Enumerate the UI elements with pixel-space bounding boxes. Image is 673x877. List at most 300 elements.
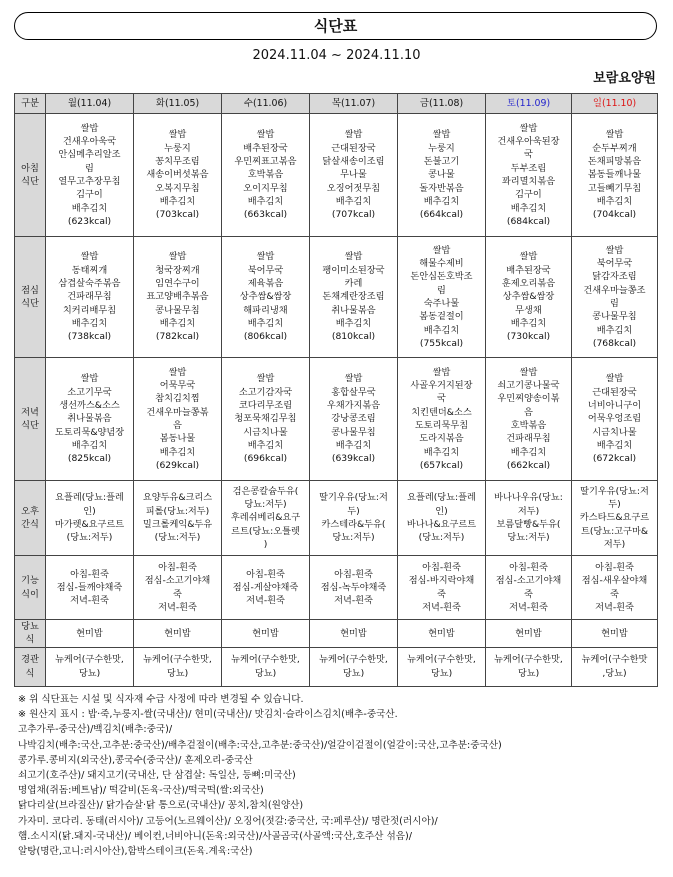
menu-cell — [398, 620, 486, 648]
menu-item: (768kcal) — [592, 337, 637, 349]
menu-item: 쌀밥 — [256, 251, 275, 263]
row-label-tube-feeding — [15, 647, 46, 686]
menu-item: 저녁-흰죽 — [334, 595, 373, 607]
row-label-diabetic-diet — [15, 620, 46, 648]
menu-item: 배추김치 — [335, 195, 372, 207]
header-day-sun: 일(11.10) — [572, 94, 658, 114]
menu-item: 닭살새송이조림 — [322, 156, 385, 168]
menu-item: 북어무국 — [596, 258, 633, 270]
menu-item: 쌀밥 — [80, 373, 99, 385]
menu-item: 김구이 — [76, 189, 103, 201]
note-line: 햄.소시지(닭.돼지-국내산)/ 베이컨,너비아니(돈육:외국산)/사골곰국(사골액:국산,호주산 섞음)/ — [18, 830, 413, 842]
menu-item: 현미밥 — [76, 627, 103, 639]
menu-item: 죽 — [437, 588, 446, 600]
menu-item: 현미밥 — [428, 627, 455, 639]
menu-item: (623kcal) — [67, 215, 112, 227]
menu-cell — [222, 114, 310, 237]
menu-item: 우민찌양송이볶 — [497, 393, 560, 405]
menu-item: 저녁-흰죽 — [70, 595, 109, 607]
menu-item: 국 — [437, 393, 446, 405]
row-label-breakfast — [15, 114, 46, 237]
menu-item: 배추된장국 — [243, 142, 288, 154]
menu-item: 새송이버섯볶음 — [146, 169, 209, 181]
menu-item: 배추김치 — [335, 317, 372, 329]
menu-item: (663kcal) — [243, 209, 288, 221]
menu-item: 소고기감자국 — [238, 386, 293, 398]
menu-item: 너비아니구이 — [587, 400, 642, 412]
menu-cell — [310, 358, 398, 481]
menu-item: 무나물 — [340, 169, 367, 181]
menu-item: 현미밥 — [252, 627, 279, 639]
menu-item: 당뇨) — [254, 667, 277, 679]
menu-item: 점심-소고기야채 — [144, 575, 211, 587]
menu-item: 배추김치 — [423, 195, 460, 207]
header-day-sat: 토(11.09) — [486, 94, 572, 114]
menu-item: 배추김치 — [159, 446, 196, 458]
menu-item: 꽁치무조림 — [155, 156, 200, 168]
menu-cell — [310, 114, 398, 237]
menu-item: (662kcal) — [506, 459, 551, 471]
header-day-wed: 수(11.06) — [222, 94, 310, 114]
notes-section — [18, 692, 668, 859]
menu-item: (696kcal) — [243, 453, 288, 465]
row-label-text: 기능 — [21, 575, 39, 587]
menu-item: 쌀밥 — [80, 251, 99, 263]
menu-item: (672kcal) — [592, 453, 637, 465]
menu-item: 콩나물무침 — [331, 426, 376, 438]
menu-item: 돌자반볶음 — [419, 182, 464, 194]
menu-item: 바나나&요구르트 — [406, 519, 477, 530]
menu-item: 표고양배추볶음 — [146, 291, 209, 303]
menu-item: 누룽지 — [428, 142, 455, 154]
menu-cell — [572, 647, 658, 686]
row-label-text: 식단 — [21, 176, 39, 187]
menu-item: 아침-흰죽 — [158, 561, 197, 573]
menu-item: 근대된장국 — [331, 142, 376, 154]
menu-item: 쌀밥 — [519, 366, 538, 378]
menu-item: 르트(당뇨:오틀렛 — [231, 525, 300, 537]
menu-item: 두부조림 — [510, 162, 547, 174]
menu-item: 배추김치 — [423, 324, 460, 336]
menu-item: 뉴케어(구수한맛 — [581, 654, 648, 666]
menu-item: 저녁-흰죽 — [595, 601, 634, 613]
menu-item: 두) — [608, 499, 621, 511]
menu-cell — [46, 647, 134, 686]
menu-row-tube-feeding — [15, 647, 658, 686]
menu-item: 시금치나물 — [592, 426, 637, 438]
menu-item: 쌀밥 — [432, 366, 451, 378]
menu-item: 보름달빵&두유( — [496, 519, 561, 530]
menu-item: 홍합살무국 — [331, 386, 376, 398]
menu-cell — [134, 647, 222, 686]
menu-item: 점심-들깨야채죽 — [56, 581, 123, 593]
menu-item: 치커리배무침 — [62, 304, 117, 316]
menu-item: 순두부찌개 — [592, 142, 637, 154]
menu-item: 어묵우엉조림 — [587, 413, 642, 425]
menu-item: 쌀밥 — [605, 129, 624, 141]
menu-item: 쌀밥 — [605, 244, 624, 256]
header-day-thu: 목(11.07) — [310, 94, 398, 114]
row-label-text: 식 — [25, 634, 35, 646]
menu-item: 사골우거지된장 — [410, 380, 473, 392]
menu-item: 당뇨:저두) — [332, 532, 375, 544]
menu-item: (639kcal) — [331, 453, 376, 465]
menu-item: 취나물볶음 — [67, 413, 112, 425]
menu-cell — [222, 647, 310, 686]
menu-item: 현미밥 — [515, 627, 542, 639]
menu-item: 배추김치 — [596, 439, 633, 451]
menu-cell — [310, 237, 398, 358]
menu-item: 요플레(당뇨:플레 — [407, 492, 476, 504]
menu-item: 봄동나물 — [159, 433, 196, 445]
menu-item: 배추김치 — [510, 446, 547, 458]
menu-item: 생선까스&소스 — [59, 400, 120, 412]
row-label-lunch — [15, 237, 46, 358]
menu-cell — [134, 556, 222, 620]
row-label-text: 오후 — [21, 505, 39, 517]
menu-item: 쌀밥 — [519, 251, 538, 263]
header-corner: 구분 — [15, 94, 46, 114]
menu-item: 숙주나물 — [423, 298, 460, 309]
menu-item: 아침-흰죽 — [595, 561, 634, 573]
menu-item: 오복지무침 — [155, 182, 200, 194]
menu-row-breakfast — [15, 114, 658, 237]
menu-item: (당뇨:저두) — [418, 532, 465, 544]
menu-cell — [398, 114, 486, 237]
menu-cell — [310, 647, 398, 686]
menu-item: 아침-흰죽 — [509, 561, 548, 573]
menu-item: 아침-흰죽 — [422, 561, 461, 573]
menu-row-snack — [15, 481, 658, 556]
menu-item: 당뇨) — [166, 667, 189, 679]
row-label-text: 아침 — [21, 162, 39, 174]
menu-item: 저두) — [517, 505, 540, 517]
menu-item: 청국장찌개 — [155, 264, 200, 276]
menu-item: 죽 — [610, 588, 619, 600]
menu-item: 우민찌표고볶음 — [234, 156, 297, 168]
menu-cell — [222, 481, 310, 556]
menu-item: 건새우마늘쫑조 — [583, 284, 646, 296]
menu-item: 임연수구이 — [155, 278, 200, 290]
menu-item: 점심-게살야채죽 — [232, 581, 299, 593]
menu-item: 삼겹살숙주볶음 — [58, 278, 121, 290]
menu-cell — [134, 358, 222, 481]
row-label-text: 식단 — [21, 298, 39, 309]
menu-item: 돈채피망볶음 — [587, 156, 642, 168]
menu-item: 음 — [173, 420, 182, 431]
menu-item: 밀크롤케익&두유 — [142, 519, 213, 530]
note-line: 알탕(명란,고니:러시아산),함박스테이크(돈육.계육:국산) — [18, 846, 253, 858]
note-line: 고추가루-중국산)/백김치(배추:중국)/ — [18, 724, 173, 736]
menu-item: (704kcal) — [592, 209, 637, 221]
menu-item: 당뇨) — [517, 667, 540, 679]
menu-item: 배추김치 — [159, 317, 196, 329]
menu-item: 훈제오리볶음 — [501, 278, 556, 290]
menu-item: 오이지무침 — [243, 182, 288, 194]
menu-cell — [486, 481, 572, 556]
page-title: 식단표 — [14, 12, 657, 40]
menu-item: 시금치나물 — [243, 426, 288, 438]
menu-item: 카스타드&요구르 — [579, 512, 650, 524]
menu-item: 점심-새우살야채 — [581, 575, 648, 587]
menu-item: 해물수제비 — [419, 258, 464, 270]
menu-item: 림 — [610, 298, 619, 309]
menu-item: 해파리냉채 — [243, 304, 288, 316]
menu-cell — [486, 620, 572, 648]
menu-item: 아침-흰죽 — [246, 568, 285, 580]
note-line: 쇠고기(호주산)/ 돼지고기(국내산, 단 삼겹살: 독일산, 등뼈:미국산) — [18, 770, 296, 782]
menu-item: (당뇨:저두) — [66, 532, 113, 544]
menu-item: 저녁-흰죽 — [246, 595, 285, 607]
row-label-text: 식단 — [21, 420, 39, 431]
menu-item: 요양두유&크리스 — [142, 492, 213, 504]
menu-cell — [134, 114, 222, 237]
menu-item: 근대된장국 — [592, 386, 637, 398]
menu-item: 현미밥 — [601, 627, 628, 639]
menu-item: 코다리무조림 — [238, 400, 293, 412]
menu-item: 뉴케어(구수한맛, — [494, 654, 563, 666]
menu-item: 림 — [85, 162, 94, 174]
menu-cell — [486, 556, 572, 620]
menu-item: 아침-흰죽 — [70, 568, 109, 580]
menu-item: 저녁-흰죽 — [422, 601, 461, 613]
menu-item: 국 — [524, 149, 533, 161]
menu-item: 무생채 — [515, 304, 542, 316]
menu-cell — [134, 481, 222, 556]
menu-item: 카스테라&두유( — [321, 519, 386, 530]
menu-item: 배추김치 — [596, 324, 633, 336]
menu-item: (629kcal) — [155, 459, 200, 471]
menu-item: 배추김치 — [247, 195, 284, 207]
menu-item: 뉴케어(구수한맛, — [55, 654, 124, 666]
menu-cell — [310, 481, 398, 556]
note-line: 명엽채(쥐돔:베트남)/ 떡갈비(돈육-국산)/떡국떡(쌀:외국산) — [18, 785, 264, 797]
menu-item: 배추김치 — [335, 439, 372, 451]
note-line: ※ 위 식단표는 시설 및 식자재 수급 사정에 따라 변경될 수 있습니다. — [18, 694, 304, 705]
menu-row-diabetic-diet — [15, 620, 658, 648]
menu-item: 배추김치 — [71, 317, 108, 329]
menu-item: 콩나물무침 — [592, 311, 637, 323]
menu-item: 당뇨) — [342, 667, 365, 679]
facility-name: 보람요양원 — [593, 71, 656, 86]
note-line: 닭다리살(브라질산)/ 닭가슴살·닭 통으로(국내산)/ 꽁치,참치(원양산) — [18, 800, 304, 812]
menu-item: (755kcal) — [419, 337, 464, 349]
menu-cell — [134, 620, 222, 648]
menu-cell — [572, 237, 658, 358]
menu-item: 콩나물 — [428, 169, 455, 181]
menu-cell — [572, 358, 658, 481]
menu-item: 쌀밥 — [519, 122, 538, 134]
menu-item: 쌀밥 — [256, 129, 275, 141]
menu-item: 소고기무국 — [67, 386, 112, 398]
menu-cell — [46, 620, 134, 648]
menu-item: 뉴케어(구수한맛, — [319, 654, 388, 666]
menu-item: 강낭콩조림 — [331, 413, 376, 425]
menu-item: 카레 — [344, 278, 363, 290]
menu-item: 치킨텐더&소스 — [411, 406, 472, 418]
menu-item: 당뇨) — [430, 667, 453, 679]
menu-item: 딸기우유(당뇨:저 — [319, 492, 388, 504]
menu-item: 건새우아욱된장 — [497, 136, 560, 148]
menu-cell — [222, 556, 310, 620]
menu-item: (657kcal) — [419, 459, 464, 471]
menu-item: 배추김치 — [510, 317, 547, 329]
menu-cell — [398, 556, 486, 620]
menu-item: 배추김치 — [423, 446, 460, 458]
note-line: 나박김치(배추:국산,고추분:중국산)/배추겉절이(배추:국산,고추분:중국산)/얼갈이겉절이(얼갈이:국산,고추분:중국산) — [18, 739, 502, 751]
menu-item: 배추김치 — [71, 202, 108, 214]
menu-item: 열무고추장무침 — [58, 176, 121, 187]
menu-item: 호박볶음 — [247, 169, 284, 181]
menu-item: 배추김치 — [247, 317, 284, 329]
row-label-snack — [15, 481, 46, 556]
row-label-text: 식이 — [21, 588, 39, 600]
row-label-dinner — [15, 358, 46, 481]
menu-item: 배추김치 — [596, 195, 633, 207]
menu-item: 마가렛&요구르트 — [54, 519, 125, 530]
row-label-text: 당뇨 — [21, 621, 39, 632]
menu-item: 점심-바지락야채 — [408, 575, 475, 587]
menu-item: 바나나우유(당뇨: — [494, 492, 563, 504]
menu-row-functional-diet — [15, 556, 658, 620]
header-day-fri: 금(11.08) — [398, 94, 486, 114]
menu-item: 배추김치 — [159, 195, 196, 207]
menu-cell — [398, 358, 486, 481]
row-label-text: 저녁 — [21, 406, 39, 418]
menu-item: 쌀밥 — [168, 251, 187, 263]
menu-item: 피롤(당뇨:저두) — [145, 505, 210, 517]
menu-item: 죽 — [173, 588, 182, 600]
menu-item: 저두) — [603, 538, 626, 550]
note-line: ※ 원산지 표시 : 밥·죽,누룽지-쌀(국내산)/ 현미(국내산)/ 맛김치·슬라이스김치(배추-중국산. — [18, 709, 398, 721]
menu-cell — [572, 556, 658, 620]
menu-item: 쌀밥 — [256, 373, 275, 385]
menu-item: 제육볶음 — [247, 278, 284, 290]
note-line: 콩가루.콩비지(외국산),콩국수(중국산)/ 훈제오리-중국산 — [18, 754, 253, 766]
menu-item: 김구이 — [515, 189, 542, 201]
menu-item: (738kcal) — [67, 331, 112, 343]
menu-item: 검은콩칼슘두유( — [232, 485, 299, 497]
menu-item: ,당뇨) — [602, 667, 627, 679]
menu-item: 돈불고기 — [423, 156, 460, 168]
menu-item: 상추쌈&쌈장 — [239, 291, 292, 303]
menu-item: 인) — [83, 505, 96, 517]
menu-item: (684kcal) — [506, 215, 551, 227]
menu-item: (664kcal) — [419, 209, 464, 221]
menu-item: 딸기우유(당뇨:저 — [580, 485, 649, 497]
menu-cell — [486, 358, 572, 481]
menu-item: 봄동겉절이 — [419, 311, 464, 323]
menu-item: 안심메추리알조 — [58, 149, 121, 161]
menu-cell — [46, 237, 134, 358]
menu-item: 뉴케어(구수한맛, — [407, 654, 476, 666]
menu-item: 누룽지 — [164, 142, 191, 154]
menu-item: 돈채계란장조림 — [322, 291, 385, 303]
menu-cell — [222, 358, 310, 481]
menu-item: 팽이미소된장국 — [322, 264, 385, 276]
row-label-text: 점심 — [21, 284, 39, 296]
menu-cell — [46, 556, 134, 620]
menu-item: 배추김치 — [247, 439, 284, 451]
menu-cell — [46, 358, 134, 481]
menu-item: 쌀밥 — [344, 129, 363, 141]
menu-item: 요플레(당뇨:플레 — [55, 492, 124, 504]
menu-item: 쌀밥 — [605, 373, 624, 385]
menu-item: 배추김치 — [510, 202, 547, 214]
menu-item: (707kcal) — [331, 209, 376, 221]
menu-cell — [46, 114, 134, 237]
menu-item: (730kcal) — [506, 331, 551, 343]
menu-item: (당뇨:저두) — [154, 532, 201, 544]
menu-item: 두) — [347, 505, 360, 517]
menu-item: 닭감자조림 — [592, 271, 637, 283]
menu-cell — [222, 237, 310, 358]
menu-period: 2024.11.04 ~ 2024.11.10 — [252, 48, 421, 63]
menu-item: 음 — [524, 406, 533, 418]
menu-item: 뉴케어(구수한맛, — [231, 654, 300, 666]
menu-item: 쌀밥 — [80, 122, 99, 134]
menu-cell — [486, 114, 572, 237]
menu-item: 도라지볶음 — [419, 433, 464, 445]
menu-item: 우채가지볶음 — [326, 400, 381, 412]
menu-item: 쌀밥 — [168, 366, 187, 378]
menu-item: 콩나물무침 — [155, 304, 200, 316]
menu-item: ) — [263, 538, 268, 550]
menu-cell — [222, 620, 310, 648]
menu-item: 상추쌈&쌈장 — [502, 291, 555, 303]
menu-cell — [46, 481, 134, 556]
menu-item: 동태찌개 — [71, 264, 108, 276]
menu-item: 뉴케어(구수한맛, — [143, 654, 212, 666]
menu-item: 건새우마늘쫑볶 — [146, 406, 209, 418]
header-day-mon: 월(11.04) — [46, 94, 134, 114]
menu-item: 당뇨) — [78, 667, 101, 679]
menu-item: 아침-흰죽 — [334, 568, 373, 580]
menu-item: 봄동들깨나물 — [587, 169, 642, 181]
menu-cell — [310, 556, 398, 620]
menu-item: 북어무국 — [247, 264, 284, 276]
menu-item: 쌀밥 — [344, 251, 363, 263]
menu-item: 배추된장국 — [506, 264, 551, 276]
menu-item: 청포묵채김무침 — [234, 413, 297, 425]
menu-item: 인) — [435, 505, 448, 517]
menu-item: 오징어젓무침 — [326, 182, 381, 194]
menu-cell — [398, 647, 486, 686]
menu-item: (782kcal) — [155, 331, 200, 343]
menu-item: 저녁-흰죽 — [509, 601, 548, 613]
menu-item: 참치김치찜 — [155, 393, 200, 405]
menu-item: 트(당뇨:고구마& — [580, 525, 649, 537]
menu-cell — [572, 481, 658, 556]
menu-item: 후레쉬베리&요구 — [230, 512, 301, 524]
menu-item: 쇠고기콩나물국 — [497, 380, 560, 392]
menu-item: (810kcal) — [331, 331, 376, 343]
menu-item: (703kcal) — [155, 209, 200, 221]
menu-item: 쌀밥 — [432, 244, 451, 256]
menu-item: 현미밥 — [164, 627, 191, 639]
menu-cell — [398, 481, 486, 556]
row-label-text: 식 — [25, 667, 35, 679]
menu-cell — [572, 114, 658, 237]
menu-cell — [310, 620, 398, 648]
menu-item: 도토리묵무침 — [414, 420, 469, 431]
menu-item: 돈안심돈호박조 — [410, 271, 473, 283]
menu-cell — [134, 237, 222, 358]
menu-item: 점심-녹두야채죽 — [320, 581, 387, 593]
menu-item: 배추김치 — [71, 439, 108, 451]
menu-item: 취나물볶음 — [331, 304, 376, 316]
menu-row-dinner — [15, 358, 658, 481]
